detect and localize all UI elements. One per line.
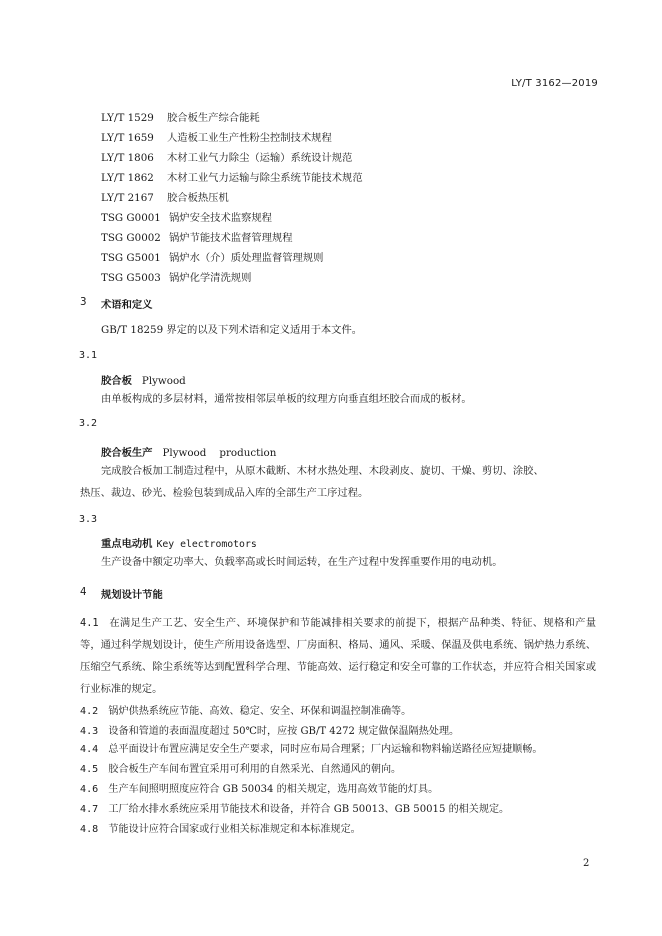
reference-item: [101, 191, 229, 205]
term-chinese: 胶合板生产: [101, 447, 153, 459]
clause-4-1: [80, 612, 596, 700]
clause-text: 胶合板生产车间布置宜采用可利用的自然采光、自然通风的朝向。: [108, 764, 402, 775]
reference-item: [101, 271, 251, 285]
section-3-heading: [80, 296, 280, 312]
reference-item: [101, 151, 352, 165]
term-number: 3.3: [79, 514, 98, 525]
reference-title: 胶合板生产综合能耗: [167, 112, 260, 124]
reference-title: 木材工业气力运输与除尘系统节能技术规范: [167, 172, 363, 184]
term-entry: [101, 444, 276, 459]
clause-item: [80, 725, 459, 739]
term-entry: [101, 535, 257, 550]
clause-item: [80, 823, 361, 837]
reference-code: LY/T 1862: [101, 172, 154, 184]
reference-title: 锅炉安全技术监察规程: [169, 212, 272, 224]
term-definition: 完成胶合板加工制造过程中，从原木截断、木材水热处理、木段剥皮、旋切、干燥、剪切、涂胶、: [101, 465, 544, 477]
section-number: 4: [80, 586, 87, 598]
section-title: 术语和定义: [101, 299, 153, 311]
section-3-intro: GB/T 18259 界定的以及下列术语和定义适用于本文件。: [101, 324, 363, 336]
reference-title: 木材工业气力除尘（运输）系统设计规范: [167, 152, 353, 164]
term-number: 3.2: [79, 418, 98, 429]
clause-number: 4.3: [80, 726, 99, 737]
reference-item: [101, 251, 323, 265]
reference-item: [101, 131, 332, 145]
clause-item: [80, 803, 509, 817]
reference-item: [101, 171, 363, 185]
term-english: Plywood: [141, 375, 186, 387]
reference-title: 胶合板热压机: [167, 192, 229, 204]
clause-number: 4.1: [80, 617, 99, 629]
reference-item: [101, 211, 272, 225]
reference-code: LY/T 2167: [101, 192, 154, 204]
reference-item: [101, 231, 293, 245]
clause-number: 4.8: [80, 824, 99, 835]
clause-item: [80, 763, 401, 777]
reference-title: 锅炉水（介）质处理监督管理规则: [169, 252, 324, 264]
clause-text: 工厂给水排水系统应采用节能技术和设备，并符合 GB 50013、GB 50015 的相关规定。: [108, 804, 510, 815]
clause-item: [80, 705, 411, 719]
term-chinese: 重点电动机: [101, 538, 153, 550]
section-title: 规划设计节能: [101, 589, 163, 601]
reference-item: [101, 111, 260, 125]
clause-text: 在满足生产工艺、安全生产、环境保护和节能减排相关要求的前提下，根据产品种类、特征、规格和产量等，通过科学规划设计，使生产所用设备选型、厂房面积、格局、通风、采暖、保温及供电系统、锅炉热力系统、压缩空气系统、除尘系统等达到配置科学合理、节能高效、运行稳定和安全可靠的工作状态，并应符合相关国家或行业标准的规定。: [80, 617, 597, 695]
term-number: 3.1: [79, 350, 98, 361]
clause-number: 4.5: [80, 764, 99, 775]
clause-text: 锅炉供热系统应节能、高效、稳定、安全、环保和调温控制准确等。: [108, 706, 412, 717]
clause-number: 4.6: [80, 784, 99, 795]
reference-code: LY/T 1659: [101, 132, 154, 144]
reference-code: TSG G5001: [101, 252, 161, 264]
reference-code: LY/T 1529: [101, 112, 154, 124]
clause-number: 4.7: [80, 804, 99, 815]
reference-code: LY/T 1806: [101, 152, 154, 164]
term-english: Key electromotors: [156, 539, 257, 550]
clause-number: 4.2: [80, 706, 99, 717]
reference-title: 锅炉化学清洗规则: [169, 272, 252, 284]
reference-code: TSG G0001: [101, 212, 161, 224]
section-4-heading: [80, 586, 280, 602]
clause-item: [80, 743, 542, 757]
clause-text: 生产车间照明照度应符合 GB 50034 的相关规定，选用高效节能的灯具。: [108, 784, 439, 795]
page-number: 2: [583, 858, 590, 869]
clause-text: 设备和管道的表面温度超过 50℃时，应按 GB/T 4272 规定做保温隔热处理。: [108, 726, 460, 737]
clause-number: 4.4: [80, 744, 99, 755]
term-definition: 生产设备中额定功率大、负载率高或长时间运转，在生产过程中发挥重要作用的电动机。: [101, 556, 503, 568]
reference-title: 人造板工业生产性粉尘控制技术规程: [167, 132, 332, 144]
reference-title: 锅炉节能技术监督管理规程: [169, 232, 293, 244]
document-id-header: LY/T 3162—2019: [511, 78, 598, 89]
term-definition: 由单板构成的多层材料，通常按相邻层单板的纹理方向垂直组坯胶合而成的板材。: [101, 393, 472, 405]
reference-code: TSG G5003: [101, 272, 161, 284]
term-definition-continued: 热压、裁边、砂光、检验包装到成品入库的全部生产工序过程。: [80, 487, 369, 499]
term-english: Plywood production: [162, 447, 277, 459]
clause-item: [80, 783, 438, 797]
reference-code: TSG G0002: [101, 232, 161, 244]
section-number: 3: [80, 296, 87, 308]
term-entry: [101, 372, 186, 387]
clause-text: 总平面设计布置应满足安全生产要求，同时应布局合理紧；厂内运输和物料输送路径应短捷顺畅。: [108, 744, 543, 755]
term-chinese: 胶合板: [101, 375, 132, 387]
clause-text: 节能设计应符合国家或行业相关标准规定和本标准规定。: [108, 824, 361, 835]
